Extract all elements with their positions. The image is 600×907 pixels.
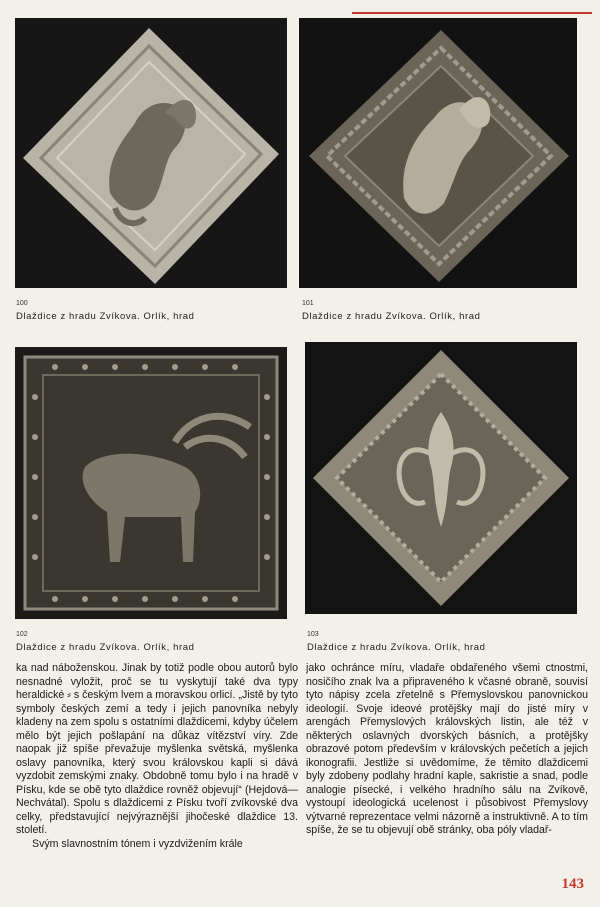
figure-101-caption: Dlaždice z hradu Zvíkova. Orlík, hrad xyxy=(302,311,481,322)
lion-tile-dark-image xyxy=(299,18,577,288)
body-left-column xyxy=(16,662,298,884)
body-right-column xyxy=(306,662,588,884)
figure-102-photo xyxy=(15,347,287,619)
figure-101-photo xyxy=(299,18,577,288)
figure-103-photo xyxy=(305,342,577,614)
stag-tile-image xyxy=(15,347,287,619)
figure-102-caption: Dlaždice z hradu Zvíkova. Orlík, hrad xyxy=(16,642,195,653)
body-left-paragraph-2: Svým slavnostním tónem i vyzdvižením krále xyxy=(32,837,243,850)
figure-100-caption: Dlaždice z hradu Zvíkova. Orlík, hrad xyxy=(16,311,195,322)
figure-100-photo xyxy=(15,18,287,288)
figure-103-caption: Dlaždice z hradu Zvíkova. Orlík, hrad xyxy=(307,642,486,653)
figure-100-number: 100 xyxy=(16,300,28,307)
body-right-paragraph: jako ochránce míru, vladaře obdařeného všemi ctnostmi, nosičího znak lva a připraveného k včasné obraně, souvisí tyto nápisy zcela zřetelně s Přemyslovskou panovnickou ideologií. Svoje ideové protějšky mají do jisté míry v arengách Přemyslových královských listin, ale též v některých oslavných dvorských básních, a protějšky obrazové potom především v královských pečetích a jejich ikonografii. Jestliže si uvědomíme, že těmito dlaždicemi byly zdobeny podlahy hradní kaple, sakristie a snad, podle analogie písecké, i velkého hradního sálu na Zvíkově, vystoupí ideologická ucelenost i působivost Přemyslovy výtvarné reprezentace velmi názorně a instruktivně. A to tím spíše, že se tu objevují obě stránky, oba póly vladař- xyxy=(306,662,588,836)
figure-101-number: 101 xyxy=(302,300,314,307)
eagle-emblem-tile-image xyxy=(305,342,577,614)
lion-tile-light-image xyxy=(15,18,287,288)
top-accent-rule xyxy=(352,12,592,14)
figure-103-number: 103 xyxy=(307,631,319,638)
body-left-paragraph: ka nad náboženskou. Jinak by totiž podle obou autorů bylo nesnadné vyložit, proč se tu vyskytují také dva typy heraldické ⸗ s českým lvem a moravskou orlicí. „Jistě by tyto symboly českých zemí a tedy i jejich panovníka nebyly kladeny na zem spolu s ostatními dlaždicemi, kdyby účelem mělo být jejich pošlapání na důkaz vítězství víry. Zde naopak již spíše převažuje myšlenka světská, myšlenka oslavy panovníka, který svou královskou kapli si dává vyzdobit zemskými znaky. Obdobně tomu bylo i na hradě v Písku, kde se obě tyto dlaždice rovněž objevují“ (Hejdová—Nechvátal). Spolu s dlaždicemi z Písku tvoří zvíkovské dva celky, představující nejvýraznější jihočeské dlaždice 13. století. xyxy=(16,662,298,836)
figure-102-number: 102 xyxy=(16,631,28,638)
page-number: 143 xyxy=(561,876,584,892)
